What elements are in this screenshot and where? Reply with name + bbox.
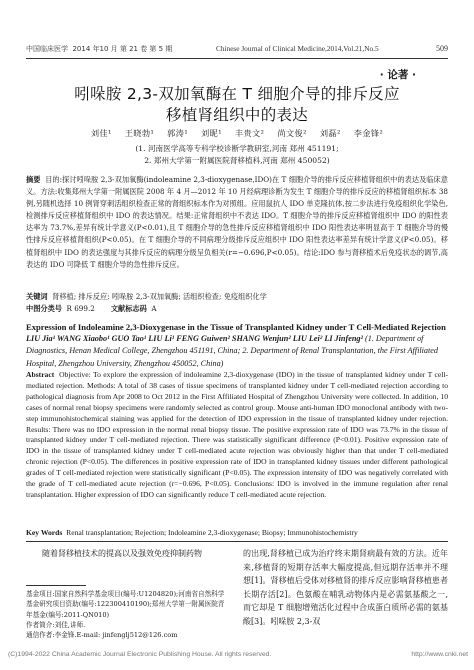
title-cn-line-1: 吲哚胺 2,3-双加氧酶在 T 细胞介导的排斥反应: [74, 85, 400, 103]
author-cn: 刘佳¹: [90, 128, 112, 138]
section-rule: [26, 541, 448, 542]
cnki-url: http://www.cnki.net: [411, 651, 468, 658]
author-bio-line: 作者简介:刘佳,讲师.: [26, 620, 86, 629]
authors-cn: [0, 128, 474, 139]
header-journal-en: Chinese Journal of Clinical Medicine,2014,Vol.21,No.5: [216, 44, 379, 53]
author-cn: 尚文俊²: [277, 128, 307, 138]
body-right-text: 的出现,肾移植已成为治疗终末期肾病最有效的方法。近年来,移植肾的短期存活率大幅度提高,但远期存活率并不理想[1]。肾移植后受体对移植肾的排斥反应影响肾移植患者长期存活[2]。色氨酸在哺乳动物体内是必需氨基酸之一,而它却是 T 细胞增殖活化过程中合成蛋白质所必需的氨基酸[3]。吲哚胺 2,3-双: [243, 549, 448, 626]
funding-footnote: [26, 589, 230, 640]
title-cn-line-2: 移植肾组织中的表达: [165, 106, 309, 124]
affiliation-cn-2: 2. 郑州大学第一附属医院肾移植科,河南 郑州 450052): [144, 156, 330, 165]
funding-line: 基金项目:国家自然科学基金项目(编号:U1204820);河南省自然科学基金研究项目资助(编号:122300410190);郑州大学第一附属医院青年基金(编号:2011-QN010): [26, 590, 225, 619]
affiliation-cn-1: (1. 河南医学高等专科学校诊断学教研室,河南 郑州 451191;: [135, 144, 339, 153]
title-en: Expression of Indoleamine 2,3-Dioxygenase in the Tissue of Transplanted Kidney under T Cell-Mediated Rejection: [26, 322, 446, 332]
keywords-en: [26, 528, 448, 537]
author-cn: 丰贵文²: [234, 128, 265, 138]
abstract-cn: [26, 174, 448, 271]
header-journal-cn: 中国临床医学 2014 年10 月 第 21 卷 第 5 期: [26, 45, 173, 53]
abstract-en-text: Objective: To explore the expression of indoleamine 2,3-dioxygenase (IDO) in the tissue of transplanted kidney under T cell-mediated rejection. Methods: A total of 38 cases of tissue specimens of transplanted kidney under T cell-mediated rejection according to pathological diagnosis from Apr 2008 to Oct 2012 in the First Affiliated Hospital of Zhengzhou University were collected. In addition, 10 cases of normal renal biopsy specimens were randomly selected as control group. Mouse anti-human IDO monoclonal antibody with two-step immunohistochemical staining was applied for the detection of IDO expression in the tissue of transplanted kidney under rejection. Results: There was no IDO expression in the normal renal biopsy tissue. The positive expression rate of IDO was 73.7% in the tissue of transplanted kidney under T cell-mediated rejection. There was statistically significant difference (P<0.01). Positive expression rate of IDO in the tissue of transplanted kidney under T cell-mediated acute rejection was obviously higher than that under T cell-mediated chronic rejection (P<0.05). The differences in positive expression rate of IDO in transplanted kidney tissues under different pathological grades of T cell-mediated rejection were statistically significant (P<0.05). The expression intensity of IDO was negatively correlated with the grade of T cell-mediated acute rejection (r=−0.696, P<0.05). Conclusions: IDO is involved in the immune regulation after renal transplantation. Higher expression of IDO can significantly reduce T cell-mediated acute rejection.: [26, 370, 448, 499]
clc-label: 中图分类号: [26, 304, 62, 313]
doc-code-value: A: [151, 304, 157, 313]
keywords-en-label: Key Words: [26, 528, 63, 537]
authors-affiliation-en: [26, 333, 448, 370]
abstract-cn-label: 摘要: [26, 175, 41, 184]
copyright-text: (C)1994-2022 China Academic Journal Electronic Publishing House. All rights reserved.: [8, 651, 272, 658]
page-number: 509: [436, 44, 448, 53]
author-cn: 李金锋²: [353, 128, 384, 138]
clc-value: R 699.2: [66, 304, 95, 313]
keywords-en-text: Renal transplantation; Rejection; Indoleamine 2,3-dioxygenase; Biopsy; Immunohistochemistry: [66, 528, 358, 537]
keywords-cn-label: 关键词: [26, 292, 48, 301]
author-cn: 郭涛¹: [167, 128, 189, 138]
copyright-footer: [8, 651, 468, 658]
body-right-column: [243, 547, 448, 629]
running-header: [26, 44, 448, 56]
corresponding-author-line: 通信作者:李金锋.E-mail: jinfenglj512@126.com: [26, 631, 178, 640]
classification-cn: [26, 304, 448, 314]
keywords-cn: [26, 292, 448, 302]
authors-en: LIU Jia¹ WANG Xiaobo¹ GUO Tao¹ LIU Li¹ FENG Guiwen² SHANG Wenjun² LIU Lei² LI Jinfeng²: [26, 334, 363, 343]
affiliation-en: (1. Department of Diagnostics, Henan Medical College, Zhengzhou 451191, China; 2. Department of Renal Transplantation, the First Affiliated Hospital, Zhengzhou University, Zhengzhou 450052, China): [26, 334, 439, 368]
author-cn: 刘昵¹: [201, 128, 222, 138]
doc-code-label: 文献标志码: [110, 304, 147, 313]
body-left-text: 随着肾移植技术的提高以及强效免疫抑制药物: [42, 549, 202, 558]
keywords-cn-text: 肾移植; 排斥反应; 吲哚胺 2,3-双加氧酶; 活组织检查; 免疫组织化学: [52, 292, 267, 301]
header-rule: [26, 58, 448, 59]
body-left-column: [26, 547, 230, 561]
footnote-rule: [26, 585, 86, 586]
column-tag: · 论著 ·: [379, 69, 416, 81]
abstract-en-label: Abstract: [26, 370, 55, 379]
author-cn: 王晓勃¹: [124, 128, 155, 138]
abstract-cn-text: 目的:探讨吲哚胺 2,3-双加氧酶(indoleamine 2,3-dioxygenase,IDO)在 T 细胞介导的排斥反应移植肾组织中的表达及临床意义。方法:收集郑州大学第一附属医院 2008 年 4 月—2012 年 10 月经病理诊断为发生 T 细胞介导的排斥反应的移植肾组织标本 38 例,另随机选择 10 例肾穿刺活组织检查正常的肾组织标本作为对照组。应用鼠抗人 IDO 单克隆抗体,按二步法进行免疫组织化学染色,检测排斥反应移植肾组织中 IDO 的表达情况。结果:正常肾组织中不表达 IDO。T 细胞介导的排斥反应移植肾组织中 IDO 的阳性表达率为 73.7%,差异有统计学意义(P<0.01),且 T 细胞介导的急性排斥反应移植肾组织中 IDO 阳性表达率明显高于 T 细胞介导的慢性排斥反应移植肾组织(P<0.05)。在 T 细胞介导的不同病理分级排斥反应组织中 IDO 阳性表达率差异有统计学意义(P<0.05)。移植肾组织中 IDO 的表达强度与其排斥反应的病理分级呈负相关(r=−0.696,P<0.05)。结论:IDO 参与肾移植术后免疫状态的调节,高表达的 IDO 可降低 T 细胞介导的急性排斥反应。: [26, 175, 448, 269]
abstract-en: [26, 370, 448, 501]
author-cn: 刘磊²: [319, 128, 341, 138]
